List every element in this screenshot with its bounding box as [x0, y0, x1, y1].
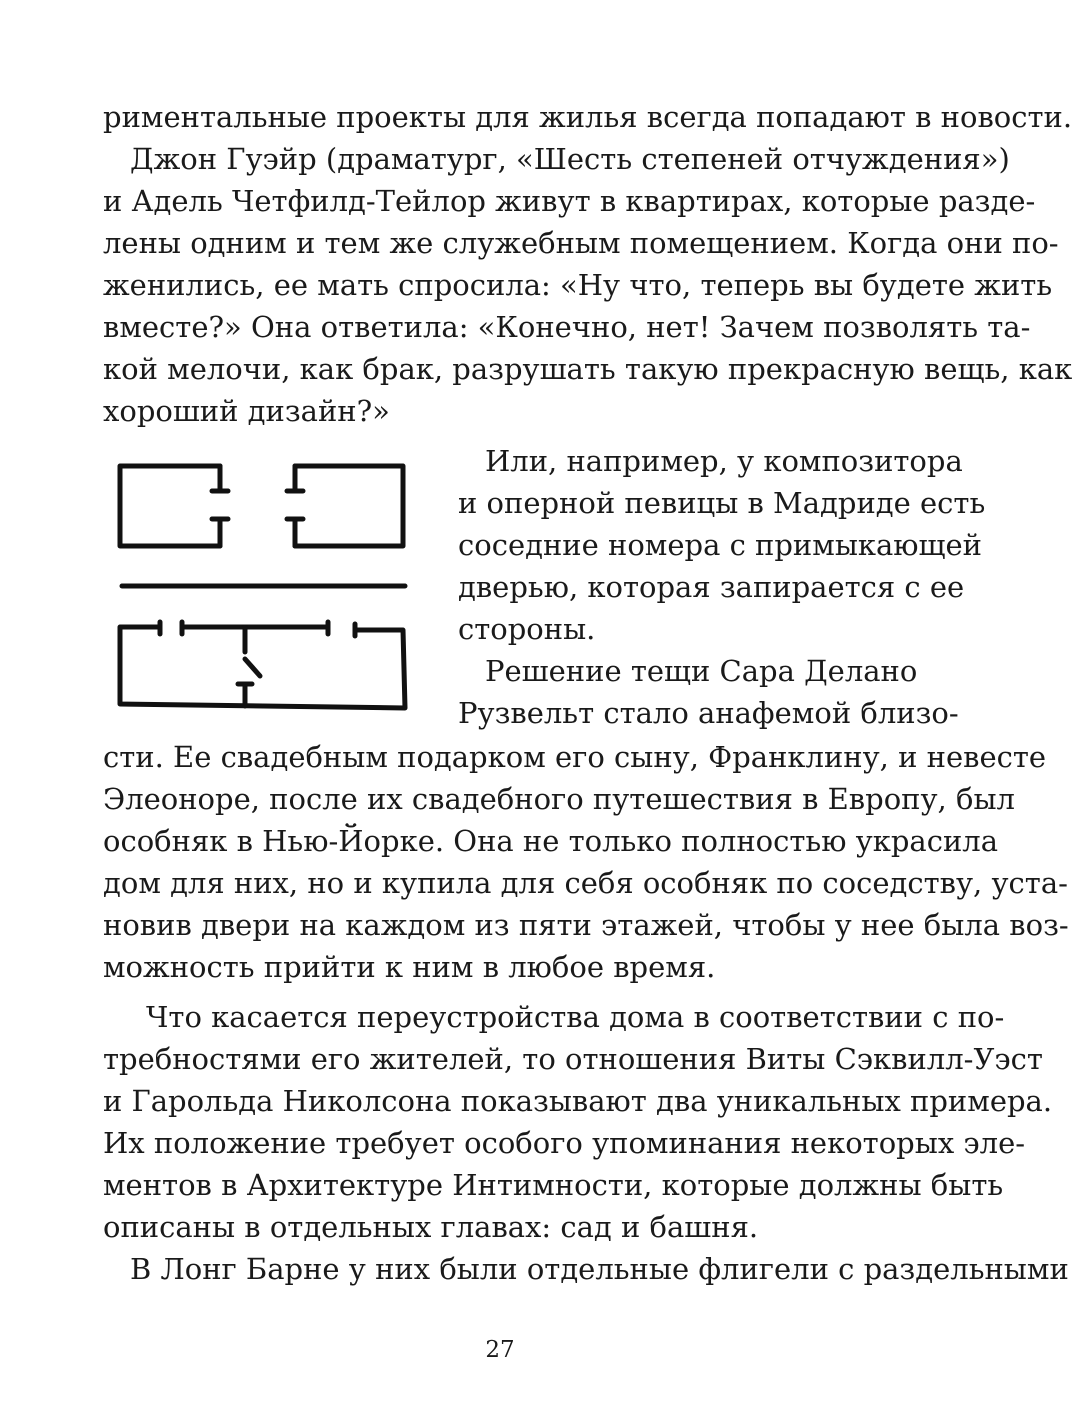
text-line: кой мелочи, как брак, разрушать такую прекрасную вещь, как: [103, 352, 1072, 386]
lower-plan-outline: [120, 627, 405, 708]
upper-plan-right-room: [295, 466, 403, 546]
upper-floor-plan: [120, 466, 403, 546]
text-line: и оперной певицы в Мадриде есть: [458, 486, 986, 520]
lower-floor-plan: [120, 622, 405, 708]
text-line: соседние номера с примыкающей: [458, 528, 983, 562]
text-line: лены одним и тем же служебным помещением. Когда они по-: [103, 226, 1059, 260]
text-line: стороны.: [458, 612, 596, 646]
text-line: можность прийти к ним в любое время.: [103, 950, 716, 984]
text-line: Элеоноре, после их свадебного путешествия в Европу, был: [103, 782, 1015, 816]
text-line: требностями его жителей, то отношения Виты Сэквилл-Уэст: [103, 1042, 1043, 1076]
floor-plan-illustration: [100, 446, 420, 726]
text-line: Или, например, у композитора: [485, 444, 963, 478]
text-line: Рузвельт стало анафемой близо-: [458, 696, 959, 730]
text-line: риментальные проекты для жилья всегда попадают в новости.: [103, 100, 1072, 134]
text-line: дверью, которая запирается с ее: [458, 570, 965, 604]
upper-plan-left-room: [120, 466, 220, 546]
text-line: новив двери на каждом из пяти этажей, чтобы у нее была воз-: [103, 908, 1069, 942]
text-line: женились, ее мать спросила: «Ну что, теперь вы будете жить: [103, 268, 1053, 302]
page-number: 27: [485, 1337, 515, 1363]
text-line: Их положение требует особого упоминания некоторых эле-: [103, 1126, 1026, 1160]
text-line: вместе?» Она ответила: «Конечно, нет! Зачем позволять та-: [103, 310, 1031, 344]
text-line: дом для них, но и купила для себя особняк по соседству, уста-: [103, 866, 1068, 900]
text-line: сти. Ее свадебным подарком его сыну, Франклину, и невесте: [103, 740, 1047, 774]
text-line: В Лонг Барне у них были отдельные флигели с раздельными: [130, 1252, 1069, 1286]
text-line: Решение тещи Сара Делано: [485, 654, 918, 688]
text-line: хороший дизайн?»: [103, 394, 390, 428]
text-line: ментов в Архитектуре Интимности, которые должны быть: [103, 1168, 1004, 1202]
text-line: и Гарольда Николсона показывают два уникальных примера.: [103, 1084, 1053, 1118]
text-line: и Адель Четфилд-Тейлор живут в квартирах, которые разде-: [103, 184, 1036, 218]
text-line: описаны в отдельных главах: сад и башня.: [103, 1210, 759, 1244]
text-line: Джон Гуэйр (драматург, «Шесть степеней отчуждения»): [130, 142, 1010, 176]
text-line: особняк в Нью-Йорке. Она не только полностью украсила: [103, 824, 998, 858]
text-line: Что касается переустройства дома в соответствии с по-: [146, 1000, 1005, 1034]
